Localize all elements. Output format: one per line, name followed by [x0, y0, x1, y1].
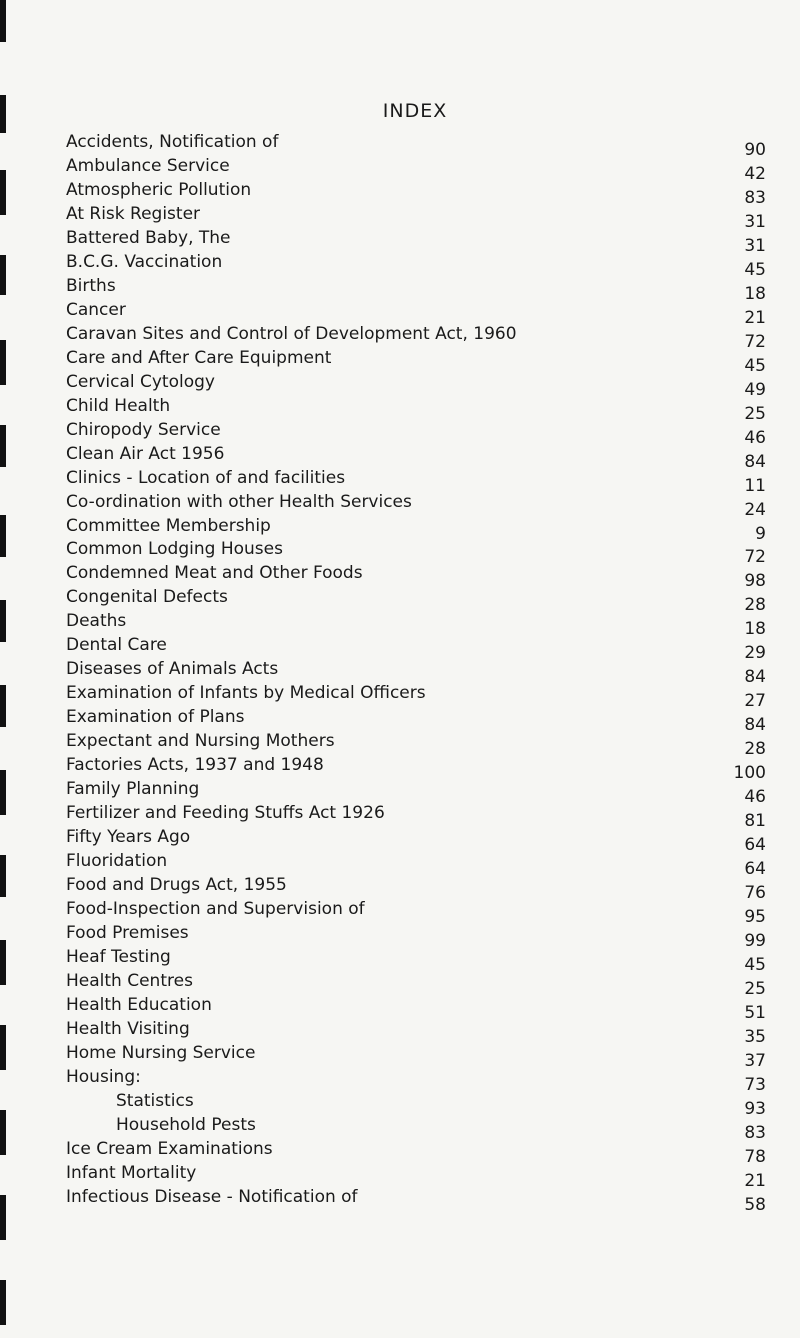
entry-term: B.C.G. Vaccination — [66, 251, 223, 272]
entry-term: Food Premises — [66, 922, 189, 943]
entry-page-number: 31 — [744, 235, 766, 256]
index-entry — [66, 611, 766, 640]
entry-page-number: 46 — [744, 787, 766, 808]
index-entry — [66, 1066, 766, 1095]
entry-page-number: 78 — [744, 1146, 766, 1167]
entry-term: Housing: — [66, 1066, 141, 1087]
entry-term: Statistics — [116, 1090, 194, 1111]
entry-term: Births — [66, 275, 116, 296]
entry-term: Deaths — [66, 611, 127, 632]
entry-term: Condemned Meat and Other Foods — [66, 563, 363, 584]
entry-page-number: 100 — [733, 763, 766, 784]
entry-page-number: 99 — [744, 930, 766, 951]
index-entry — [66, 1162, 766, 1191]
entry-term: Common Lodging Houses — [66, 539, 283, 560]
entry-term: Atmospheric Pollution — [66, 179, 252, 200]
binding-mark — [0, 1110, 6, 1155]
entry-term: Ambulance Service — [66, 155, 230, 176]
index-entry — [66, 443, 766, 472]
index-entry — [66, 731, 766, 760]
binding-mark — [0, 255, 6, 295]
entry-page-number: 45 — [744, 259, 766, 280]
index-list — [66, 132, 766, 1215]
entry-term: Infant Mortality — [66, 1162, 197, 1183]
binding-mark — [0, 515, 6, 557]
index-entry — [66, 1138, 766, 1167]
entry-page-number: 45 — [744, 954, 766, 975]
entry-page-number: 28 — [744, 739, 766, 760]
entry-page-number: 73 — [744, 1074, 766, 1095]
entry-term: Examination of Infants by Medical Officers — [66, 683, 426, 704]
entry-page-number: 9 — [755, 523, 766, 544]
entry-page-number: 18 — [744, 619, 766, 640]
entry-page-number: 27 — [744, 691, 766, 712]
entry-page-number: 93 — [744, 1098, 766, 1119]
binding-mark — [0, 0, 6, 42]
entry-term: Heaf Testing — [66, 946, 171, 967]
entry-page-number: 83 — [744, 1122, 766, 1143]
index-subentry — [66, 1090, 766, 1119]
index-entry — [66, 1042, 766, 1071]
entry-page-number: 58 — [744, 1194, 766, 1215]
index-entry — [66, 659, 766, 688]
entry-page-number: 84 — [744, 667, 766, 688]
binding-mark — [0, 855, 6, 897]
page-title: INDEX — [382, 100, 448, 122]
entry-page-number: 95 — [744, 907, 766, 927]
entry-term: Child Health — [66, 395, 171, 416]
entry-term: At Risk Register — [66, 203, 201, 224]
binding-mark — [0, 770, 6, 815]
index-entry — [66, 946, 766, 975]
entry-term: Factories Acts, 1937 and 1948 — [66, 755, 324, 776]
binding-mark — [0, 940, 6, 985]
binding-mark — [0, 425, 6, 467]
entry-term: Health Visiting — [66, 1018, 190, 1039]
entry-page-number: 25 — [744, 403, 766, 424]
index-entry — [66, 347, 766, 376]
index-entry — [66, 395, 766, 424]
index-entry — [66, 539, 766, 568]
binding-mark — [0, 1280, 6, 1325]
entry-page-number: 35 — [744, 1026, 766, 1047]
index-entry — [66, 491, 766, 520]
index-entry — [66, 515, 766, 544]
entry-page-number: 24 — [744, 499, 766, 520]
entry-term: Fifty Years Ago — [66, 827, 191, 848]
entry-term: Accidents, Notification of — [66, 132, 279, 152]
entry-page-number: 90 — [744, 140, 766, 160]
index-entry — [66, 1186, 766, 1215]
entry-page-number: 37 — [744, 1050, 766, 1071]
entry-page-number: 98 — [744, 571, 766, 592]
entry-term: Cervical Cytology — [66, 371, 215, 392]
entry-term: Home Nursing Service — [66, 1042, 256, 1063]
index-entry — [66, 155, 766, 184]
entry-term: Congenital Defects — [66, 587, 228, 608]
index-entry — [66, 299, 766, 328]
entry-page-number: 72 — [744, 331, 766, 352]
entry-page-number: 31 — [744, 211, 766, 232]
index-entry — [66, 707, 766, 736]
index-entry — [66, 323, 766, 352]
entry-page-number: 21 — [744, 1170, 766, 1191]
binding-mark — [0, 340, 6, 385]
entry-term: Food-Inspection and Supervision of — [66, 899, 365, 919]
index-entry — [66, 563, 766, 592]
binding-mark — [0, 600, 6, 642]
entry-page-number: 84 — [744, 715, 766, 736]
entry-term: Fluoridation — [66, 851, 168, 872]
index-entry — [66, 827, 766, 856]
entry-term: Family Planning — [66, 779, 200, 800]
entry-page-number: 72 — [744, 547, 766, 568]
index-subentry — [66, 1114, 766, 1143]
entry-term: Committee Membership — [66, 515, 271, 536]
entry-page-number: 42 — [744, 163, 766, 184]
index-entry — [66, 227, 766, 256]
binding-mark — [0, 685, 6, 727]
index-entry — [66, 851, 766, 880]
entry-page-number: 45 — [744, 355, 766, 376]
entry-page-number: 29 — [744, 643, 766, 664]
binding-mark — [0, 170, 6, 215]
index-entry — [66, 587, 766, 616]
entry-term: Clinics - Location of and facilities — [66, 467, 346, 488]
entry-page-number: 11 — [744, 475, 766, 496]
entry-page-number: 25 — [744, 978, 766, 999]
entry-term: Expectant and Nursing Mothers — [66, 731, 335, 752]
index-entry — [66, 779, 766, 808]
index-entry — [66, 467, 766, 496]
entry-term: Food and Drugs Act, 1955 — [66, 875, 287, 896]
entry-page-number: 51 — [744, 1002, 766, 1023]
index-entry — [66, 875, 766, 904]
index-entry — [66, 419, 766, 448]
entry-page-number: 84 — [744, 451, 766, 472]
entry-term: Co-ordination with other Health Services — [66, 491, 412, 512]
index-entry — [66, 803, 766, 832]
entry-term: Clean Air Act 1956 — [66, 443, 225, 464]
entry-page-number: 81 — [744, 811, 766, 832]
index-entry — [66, 179, 766, 208]
entry-term: Health Education — [66, 994, 212, 1015]
entry-page-number: 18 — [744, 283, 766, 304]
entry-page-number: 49 — [744, 379, 766, 400]
index-entry — [66, 251, 766, 280]
index-entry — [66, 635, 766, 664]
entry-term: Health Centres — [66, 970, 193, 991]
entry-term: Battered Baby, The — [66, 227, 231, 248]
entry-page-number: 46 — [744, 427, 766, 448]
index-entry — [66, 994, 766, 1023]
entry-term: Examination of Plans — [66, 707, 245, 728]
entry-page-number: 28 — [744, 595, 766, 616]
entry-term: Care and After Care Equipment — [66, 347, 332, 368]
entry-term: Cancer — [66, 299, 126, 320]
entry-page-number: 83 — [744, 187, 766, 208]
index-entry — [66, 755, 766, 784]
entry-page-number: 76 — [744, 883, 766, 904]
entry-term: Ice Cream Examinations — [66, 1138, 273, 1159]
entry-term: Household Pests — [116, 1114, 256, 1135]
index-entry — [66, 275, 766, 304]
entry-term: Caravan Sites and Control of Development Act, 1960 — [66, 323, 517, 344]
entry-term: Diseases of Animals Acts — [66, 659, 279, 680]
index-entry — [66, 132, 766, 160]
entry-term: Infectious Disease - Notification of — [66, 1186, 358, 1207]
index-entry — [66, 371, 766, 400]
entry-term: Fertilizer and Feeding Stuffs Act 1926 — [66, 803, 385, 824]
entry-page-number: 21 — [744, 307, 766, 328]
entry-page-number: 64 — [744, 859, 766, 880]
index-entry — [66, 203, 766, 232]
binding-mark — [0, 1195, 6, 1240]
binding-mark — [0, 1025, 6, 1070]
entry-term: Chiropody Service — [66, 419, 221, 440]
entry-term: Dental Care — [66, 635, 167, 656]
index-entry — [66, 970, 766, 999]
entry-page-number: 64 — [744, 835, 766, 856]
index-entry — [66, 1018, 766, 1047]
index-entry — [66, 899, 766, 927]
index-entry — [66, 683, 766, 712]
index-entry — [66, 922, 766, 951]
